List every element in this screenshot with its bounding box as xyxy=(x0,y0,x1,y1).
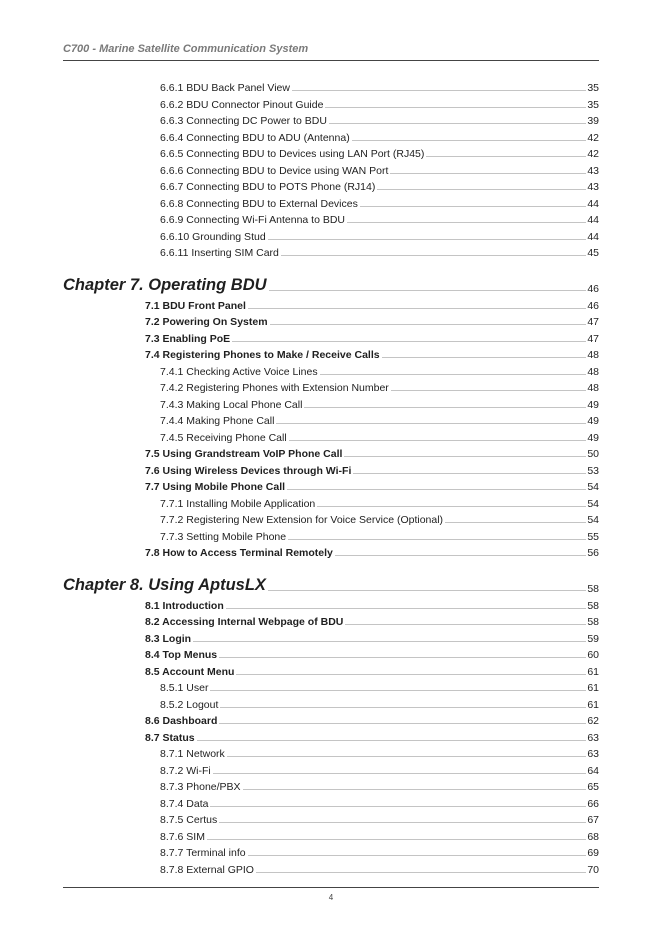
toc-entry-title: 7.7.2 Registering New Extension for Voice Service (Optional) xyxy=(160,514,444,526)
dot-leader xyxy=(377,189,586,190)
toc-page-number: 50 xyxy=(587,448,599,460)
toc-entry-title: 6.6.9 Connecting Wi-Fi Antenna to BDU xyxy=(160,214,346,226)
toc-subsection-entry[interactable] xyxy=(160,179,599,193)
toc-page-number: 62 xyxy=(587,715,599,727)
toc-subsection-entry[interactable] xyxy=(160,413,599,427)
toc-entry-title: 7.4.5 Receiving Phone Call xyxy=(160,431,287,444)
running-header: C700 - Marine Satellite Communication System xyxy=(63,43,309,55)
dot-leader xyxy=(347,222,586,223)
toc-page-number: 47 xyxy=(587,316,599,328)
toc-subsection-entry[interactable] xyxy=(160,680,599,694)
dot-leader xyxy=(329,123,586,124)
toc-entry-title: 8.7.5 Certus xyxy=(160,814,218,826)
toc-subsection-entry[interactable] xyxy=(160,80,599,94)
toc-page-number: 59 xyxy=(587,632,599,645)
toc-entry-title: 7.5 Using Grandstream VoIP Phone Call xyxy=(145,448,343,460)
toc-section-entry[interactable] xyxy=(145,664,599,678)
dot-leader xyxy=(317,506,586,507)
toc-entry-title: 6.6.11 Inserting SIM Card xyxy=(160,247,279,259)
dot-leader xyxy=(390,173,586,174)
toc-section-entry[interactable] xyxy=(145,298,599,312)
toc-page-number: 39 xyxy=(587,115,599,127)
dot-leader xyxy=(353,473,586,474)
toc-entry-title: 6.6.2 BDU Connector Pinout Guide xyxy=(160,98,324,111)
toc-entry-title: 7.4.3 Making Local Phone Call xyxy=(160,398,303,411)
toc-page-number: 48 xyxy=(587,349,599,361)
toc-entry-title: 6.6.6 Connecting BDU to Device using WAN Port xyxy=(160,164,389,177)
toc-section-entry[interactable] xyxy=(145,614,599,628)
dot-leader xyxy=(345,624,586,625)
dot-leader xyxy=(197,740,587,741)
toc-subsection-entry[interactable] xyxy=(160,97,599,111)
dot-leader xyxy=(304,407,586,408)
toc-section-entry[interactable] xyxy=(145,545,599,559)
toc-subsection-entry[interactable] xyxy=(160,496,599,510)
toc-subsection-entry[interactable] xyxy=(160,229,599,243)
toc-subsection-entry[interactable] xyxy=(160,364,599,378)
toc-section-entry[interactable] xyxy=(145,598,599,612)
toc-entry-title: 7.2 Powering On System xyxy=(145,316,268,328)
dot-leader xyxy=(248,308,586,309)
toc-subsection-entry[interactable] xyxy=(160,779,599,793)
toc-subsection-entry[interactable] xyxy=(160,746,599,760)
toc-entry-title: 7.4.4 Making Phone Call xyxy=(160,415,275,427)
toc-section-entry[interactable] xyxy=(145,479,599,493)
toc-subsection-entry[interactable] xyxy=(160,113,599,127)
toc-page-number: 55 xyxy=(587,530,599,543)
dot-leader xyxy=(210,690,586,691)
toc-entry-title: 7.7 Using Mobile Phone Call xyxy=(145,481,286,493)
toc-page-number: 63 xyxy=(587,748,599,760)
toc-page-number: 49 xyxy=(587,398,599,411)
toc-page-number: 54 xyxy=(587,481,599,493)
toc-entry-title: 6.6.4 Connecting BDU to ADU (Antenna) xyxy=(160,131,350,144)
dot-leader xyxy=(288,539,586,540)
dot-leader xyxy=(226,608,587,609)
toc-subsection-entry[interactable] xyxy=(160,796,599,810)
dot-leader xyxy=(236,674,586,675)
toc-entry-title: 6.6.8 Connecting BDU to External Devices xyxy=(160,197,358,210)
dot-leader xyxy=(287,489,586,490)
dot-leader xyxy=(220,707,586,708)
dot-leader xyxy=(292,90,586,91)
dot-leader xyxy=(232,341,586,342)
page-number: 4 xyxy=(328,893,334,902)
toc-page-number: 49 xyxy=(587,415,599,427)
toc-page-number: 64 xyxy=(587,764,599,777)
toc-page-number: 61 xyxy=(587,665,599,678)
dot-leader xyxy=(243,789,587,790)
toc-subsection-entry[interactable] xyxy=(160,862,599,876)
toc-page-number: 58 xyxy=(587,582,599,595)
toc-entry-title: 7.1 BDU Front Panel xyxy=(145,299,246,312)
toc-chapter-entry[interactable] xyxy=(63,275,599,295)
dot-leader xyxy=(219,822,586,823)
toc-page-number: 56 xyxy=(587,547,599,559)
dot-leader xyxy=(352,140,587,141)
toc-entry-title: 8.7.8 External GPIO xyxy=(160,863,254,876)
toc-entry-title: 7.8 How to Access Terminal Remotely xyxy=(145,547,333,559)
toc-page-number: 47 xyxy=(587,332,599,345)
toc-page-number: 44 xyxy=(587,230,599,243)
toc-entry-title: 8.7.1 Network xyxy=(160,748,225,760)
toc-page-number: 54 xyxy=(587,497,599,510)
toc-subsection-entry[interactable] xyxy=(160,430,599,444)
toc-section-entry[interactable] xyxy=(145,463,599,477)
toc-entry-title: 7.6 Using Wireless Devices through Wi-Fi xyxy=(145,464,352,477)
dot-leader xyxy=(213,773,587,774)
toc-subsection-entry[interactable] xyxy=(160,212,599,226)
toc-entry-title: 6.6.5 Connecting BDU to Devices using LAN Port (RJ45) xyxy=(160,148,425,160)
toc-subsection-entry[interactable] xyxy=(160,380,599,394)
dot-leader xyxy=(289,440,587,441)
dot-leader xyxy=(325,107,586,108)
toc-section-entry[interactable] xyxy=(145,331,599,345)
dot-leader xyxy=(210,806,586,807)
toc-page-number: 43 xyxy=(587,181,599,193)
toc-entry-title: 8.7.4 Data xyxy=(160,797,209,810)
toc-page-number: 53 xyxy=(587,464,599,477)
toc-entry-title: 8.7.3 Phone/PBX xyxy=(160,781,241,793)
toc-page-number: 60 xyxy=(587,649,599,661)
toc-page-number: 43 xyxy=(587,164,599,177)
toc-entry-title: 8.7.2 Wi-Fi xyxy=(160,764,211,777)
toc-page-number: 48 xyxy=(587,365,599,378)
toc-page-number: 46 xyxy=(587,299,599,312)
toc-subsection-entry[interactable] xyxy=(160,512,599,526)
toc-entry-title: 7.4 Registering Phones to Make / Receive Calls xyxy=(145,349,380,361)
dot-leader xyxy=(344,456,586,457)
dot-leader xyxy=(382,357,587,358)
toc-page-number: 63 xyxy=(587,731,599,744)
toc-entry-title: 6.6.1 BDU Back Panel View xyxy=(160,82,290,94)
toc-entry-title: 8.2 Accessing Internal Webpage of BDU xyxy=(145,616,344,628)
toc-subsection-entry[interactable] xyxy=(160,763,599,777)
toc-subsection-entry[interactable] xyxy=(160,829,599,843)
dot-leader xyxy=(256,872,586,873)
toc-entry-title: 6.6.3 Connecting DC Power to BDU xyxy=(160,115,327,127)
toc-subsection-entry[interactable] xyxy=(160,812,599,826)
toc-subsection-entry[interactable] xyxy=(160,397,599,411)
toc-page-number: 67 xyxy=(587,814,599,826)
toc-page-number: 68 xyxy=(587,830,599,843)
toc-page-number: 61 xyxy=(587,698,599,711)
toc-page-number: 35 xyxy=(587,82,599,94)
toc-entry-title: 8.6 Dashboard xyxy=(145,715,218,727)
toc-entry-title: Chapter 8. Using AptusLX xyxy=(63,575,266,594)
toc-section-entry[interactable] xyxy=(145,647,599,661)
dot-leader xyxy=(335,555,586,556)
toc-entry-title: 7.4.1 Checking Active Voice Lines xyxy=(160,365,318,378)
toc-entry-title: 8.5.2 Logout xyxy=(160,698,219,711)
toc-page-number: 49 xyxy=(587,431,599,444)
toc-page-number: 54 xyxy=(587,514,599,526)
dot-leader xyxy=(193,641,586,642)
toc-entry-title: 8.7.6 SIM xyxy=(160,830,205,843)
toc-page-number: 58 xyxy=(587,599,599,612)
toc-section-entry[interactable] xyxy=(145,347,599,361)
toc-page-number: 46 xyxy=(587,282,599,295)
toc-entry-title: 6.6.10 Grounding Stud xyxy=(160,230,266,243)
dot-leader xyxy=(276,423,586,424)
toc-entry-title: 7.4.2 Registering Phones with Extension Number xyxy=(160,382,389,394)
toc-entry-title: 8.7.7 Terminal info xyxy=(160,847,246,859)
toc-section-entry[interactable] xyxy=(145,713,599,727)
toc-entry-title: Chapter 7. Operating BDU xyxy=(63,275,267,294)
toc-entry-title: 7.3 Enabling PoE xyxy=(145,332,231,345)
toc-page-number: 69 xyxy=(587,847,599,859)
dot-leader xyxy=(219,657,586,658)
toc-page-number: 44 xyxy=(587,214,599,226)
toc-page-number: 61 xyxy=(587,682,599,694)
toc-subsection-entry[interactable] xyxy=(160,245,599,259)
toc-page-number: 58 xyxy=(587,616,599,628)
toc-entry-title: 7.7.3 Setting Mobile Phone xyxy=(160,530,287,543)
toc-subsection-entry[interactable] xyxy=(160,529,599,543)
dot-leader xyxy=(269,290,587,291)
dot-leader xyxy=(281,255,586,256)
dot-leader xyxy=(248,855,587,856)
toc-page-number: 35 xyxy=(587,98,599,111)
toc-entry-title: 8.7 Status xyxy=(145,731,195,744)
dot-leader xyxy=(270,324,587,325)
toc-entry-title: 6.6.7 Connecting BDU to POTS Phone (RJ14) xyxy=(160,181,376,193)
toc-chapter-entry[interactable] xyxy=(63,575,599,595)
toc-subsection-entry[interactable] xyxy=(160,146,599,160)
footer-divider xyxy=(63,887,599,888)
toc-subsection-entry[interactable] xyxy=(160,697,599,711)
toc-entry-title: 8.1 Introduction xyxy=(145,599,224,612)
toc-section-entry[interactable] xyxy=(145,446,599,460)
toc-entry-title: 8.5 Account Menu xyxy=(145,665,235,678)
dot-leader xyxy=(227,756,587,757)
toc-entry-title: 7.7.1 Installing Mobile Application xyxy=(160,497,316,510)
toc-page-number: 48 xyxy=(587,382,599,394)
dot-leader xyxy=(207,839,586,840)
toc-subsection-entry[interactable] xyxy=(160,845,599,859)
toc-subsection-entry[interactable] xyxy=(160,130,599,144)
dot-leader xyxy=(320,374,587,375)
toc-page-number: 42 xyxy=(587,148,599,160)
toc-entry-title: 8.5.1 User xyxy=(160,682,209,694)
toc-page-number: 45 xyxy=(587,247,599,259)
header-divider xyxy=(63,60,599,61)
toc-subsection-entry[interactable] xyxy=(160,196,599,210)
dot-leader xyxy=(391,390,587,391)
toc-page-number: 65 xyxy=(587,781,599,793)
dot-leader xyxy=(445,522,586,523)
toc-page-number: 70 xyxy=(587,863,599,876)
dot-leader xyxy=(426,156,586,157)
toc-entry-title: 8.3 Login xyxy=(145,632,192,645)
toc-page-number: 44 xyxy=(587,197,599,210)
toc-section-entry[interactable] xyxy=(145,314,599,328)
toc-subsection-entry[interactable] xyxy=(160,163,599,177)
toc-page-number: 66 xyxy=(587,797,599,810)
dot-leader xyxy=(268,239,587,240)
dot-leader xyxy=(219,723,586,724)
toc-entry-title: 8.4 Top Menus xyxy=(145,649,218,661)
toc-section-entry[interactable] xyxy=(145,631,599,645)
toc-section-entry[interactable] xyxy=(145,730,599,744)
toc-page-number: 42 xyxy=(587,131,599,144)
dot-leader xyxy=(268,590,586,591)
dot-leader xyxy=(360,206,586,207)
